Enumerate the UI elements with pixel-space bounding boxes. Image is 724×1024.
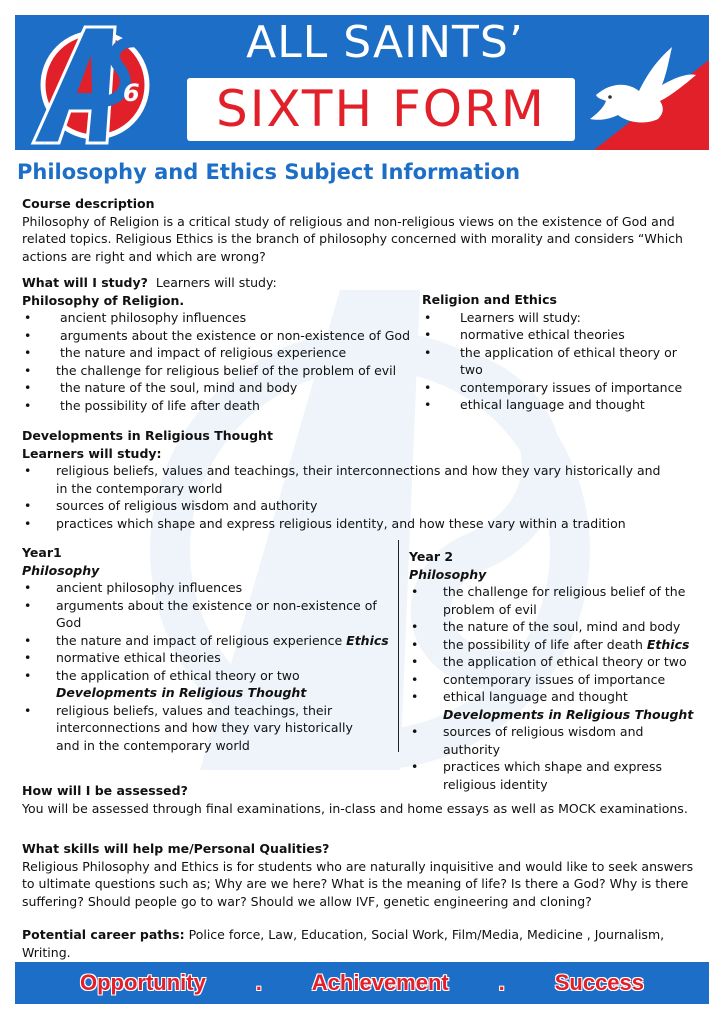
- year2-column: [409, 548, 704, 793]
- list-item: • Learners will study:: [422, 309, 702, 327]
- list-item: • the application of ethical theory or two: [422, 344, 702, 379]
- school-name-line1: ALL SAINTS’: [246, 17, 524, 68]
- year2-heading: Year 2: [409, 549, 454, 564]
- list-item: • practices which shape and express religious identity, and how these vary within a tradition: [22, 515, 662, 533]
- developments-section: [22, 427, 702, 532]
- footer-word-opportunity: Opportunity: [79, 970, 206, 995]
- list-item: • arguments about the existence or non-existence of God: [22, 597, 397, 632]
- list-item: • the challenge for religious belief of the problem of evil: [409, 583, 704, 618]
- list-item: • ancient philosophy influences: [22, 309, 417, 327]
- list-item: • sources of religious wisdom and authority: [22, 497, 662, 515]
- school-logo: [15, 15, 165, 150]
- assessment-heading: How will I be assessed?: [22, 783, 188, 798]
- year2-tag-developments: Developments in Religious Thought: [443, 706, 694, 722]
- list-item: • normative ethical theories: [22, 649, 397, 667]
- dove-icon: [584, 33, 699, 133]
- list-item: • contemporary issues of importance: [422, 379, 702, 397]
- skills-text: Religious Philosophy and Ethics is for students who are naturally inquisitive and would like to seek answers to ultimate questions such as; Why are we here? What is the meaning of life? Is there a God? Why is there suffering? Should people go to war? Should we allow IVF, genetic engineering and cloning?: [22, 858, 694, 909]
- list-item: • practices which shape and express religious identity: [409, 758, 704, 793]
- course-heading: Course description: [22, 196, 155, 211]
- footer-word-achievement: Achievement: [311, 970, 449, 995]
- list-item: • the application of ethical theory or two Developments in Religious Thought: [22, 667, 397, 702]
- course-text: Philosophy of Religion is a critical study of religious and non-religious views on the existence of God and related topics. Religious Ethics is the branch of philosophy concerned with morality and considers “Which actions are right and which are wrong?: [22, 213, 683, 264]
- developments-heading: Developments in Religious Thought: [22, 428, 273, 443]
- religion-and-ethics-column: [422, 291, 702, 414]
- careers-text: Police force, Law, Education, Social Work, Film/Media, Medicine , Journalism, Writing.: [22, 927, 665, 960]
- list-item: • ethical language and thought Developments in Religious Thought: [409, 688, 704, 723]
- list-item: • religious beliefs, values and teachings, their interconnections and how they vary historically and in the contemporary world: [22, 702, 397, 755]
- skills-heading: What skills will help me/Personal Qualities?: [22, 841, 330, 856]
- list-item: • religious beliefs, values and teachings, their interconnections and how they vary historically and in the contemporary world: [22, 462, 662, 497]
- list-item: • contemporary issues of importance: [409, 671, 704, 689]
- footer-separator: .: [255, 970, 262, 995]
- list-item: • the possibility of life after death Ethics: [409, 636, 704, 654]
- religion-and-ethics-list: [422, 309, 702, 414]
- skills-section: [22, 840, 702, 910]
- religion-and-ethics-heading: Religion and Ethics: [422, 292, 557, 307]
- study-intro: Learners will study:: [155, 275, 277, 290]
- year2-subheading: Philosophy: [409, 566, 487, 582]
- list-item: • the nature and impact of religious experience Ethics: [22, 632, 397, 650]
- page-title: Philosophy and Ethics Subject Information: [17, 160, 521, 184]
- list-item: • the nature of the soul, mind and body: [409, 618, 704, 636]
- year1-column: [22, 544, 397, 754]
- year1-list: [22, 579, 397, 754]
- course-description: [22, 195, 702, 265]
- philosophy-of-religion-heading: Philosophy of Religion.: [22, 292, 185, 308]
- list-item: • the nature of the soul, mind and body: [22, 379, 417, 397]
- list-item: • the possibility of life after death: [22, 397, 417, 415]
- careers-section: [22, 926, 702, 961]
- careers-label: Potential career paths:: [22, 927, 185, 942]
- study-heading: What will I study?: [22, 275, 148, 290]
- header-banner: [15, 15, 709, 150]
- year1-tag-developments: Developments in Religious Thought: [56, 685, 307, 700]
- year1-tag-ethics: Ethics: [346, 632, 389, 648]
- list-item: • arguments about the existence or non-existence of God: [22, 327, 417, 345]
- column-divider: [398, 540, 399, 752]
- assessment-text: You will be assessed through final examinations, in-class and home essays as well as MOCK examinations.: [22, 800, 688, 816]
- list-item: • the challenge for religious belief of the problem of evil: [22, 362, 417, 380]
- year2-list: [409, 583, 704, 793]
- list-item: • ancient philosophy influences: [22, 579, 397, 597]
- assessment-section: [22, 782, 702, 817]
- list-item: • normative ethical theories: [422, 326, 702, 344]
- logo-number: 6: [123, 79, 140, 107]
- year2-tag-ethics: Ethics: [646, 636, 690, 652]
- footer-word-success: Success: [554, 970, 645, 995]
- year1-subheading: Philosophy: [22, 562, 100, 578]
- developments-subheading: Learners will study:: [22, 445, 162, 461]
- list-item: • the application of ethical theory or two: [409, 653, 704, 671]
- list-item: • ethical language and thought: [422, 396, 702, 414]
- footer-banner: [15, 962, 709, 1004]
- footer-separator: .: [498, 970, 505, 995]
- year1-heading: Year1: [22, 545, 62, 560]
- list-item: • sources of religious wisdom and authority: [409, 723, 704, 758]
- school-name-line2: SIXTH FORM: [216, 80, 546, 138]
- developments-list: [22, 462, 662, 532]
- philosophy-of-religion-list: [22, 309, 417, 414]
- list-item: • the nature and impact of religious experience: [22, 344, 417, 362]
